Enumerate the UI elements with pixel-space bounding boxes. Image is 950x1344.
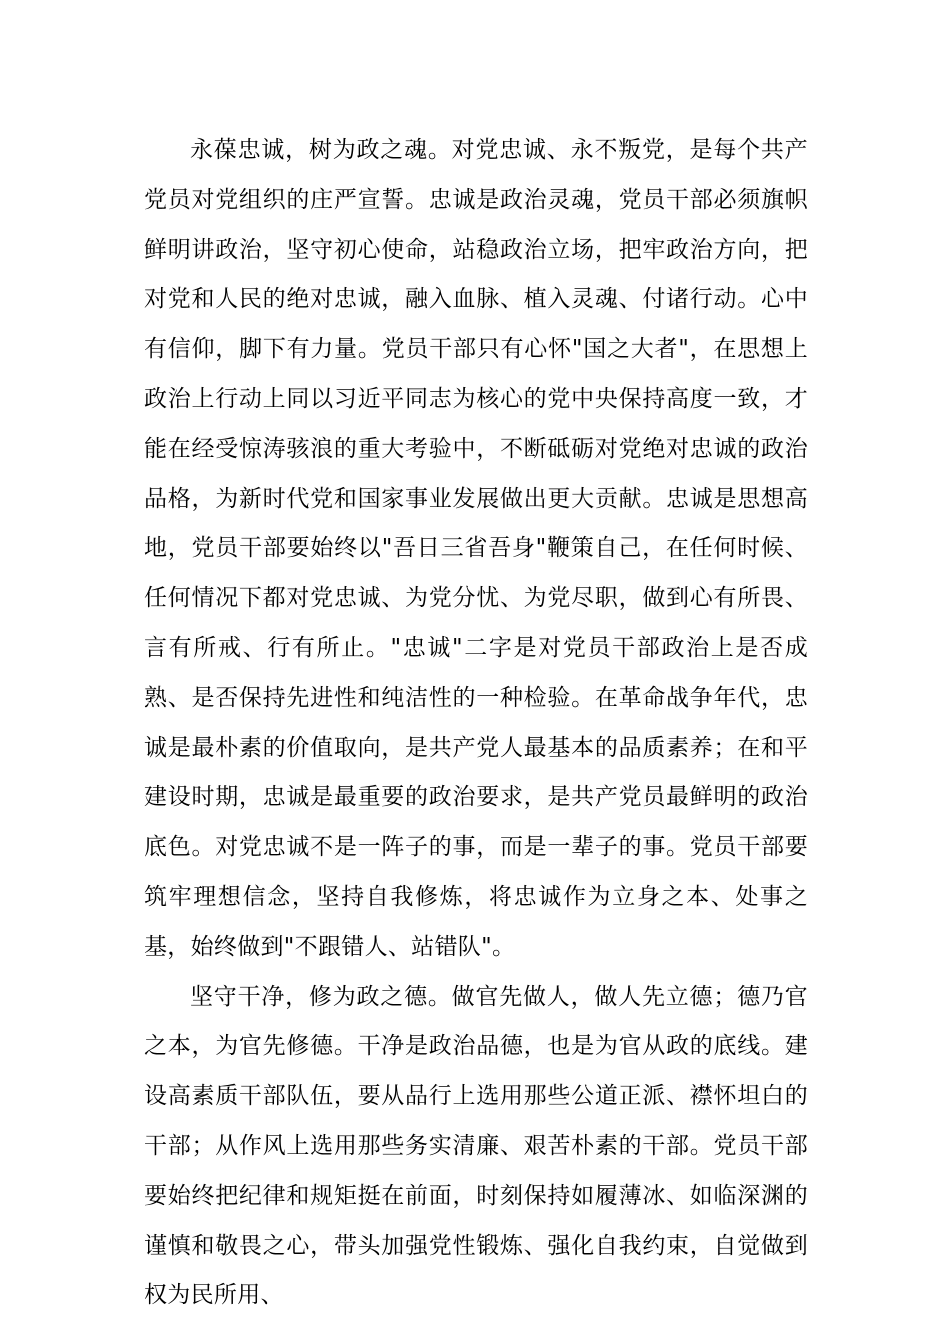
paragraph-loyalty: 永葆忠诚，树为政之魂。对党忠诚、永不叛党，是每个共产党员对党组织的庄严宣誓。忠诚是政治灵魂，党员干部必须旗帜鲜明讲政治，坚守初心使命，站稳政治立场，把牢政治方向，把对党和人民的绝对忠诚，融入血脉、植入灵魂、付诸行动。心中有信仰，脚下有力量。党员干部只有心怀"国之大者"，在思想上政治上行动上同以习近平同志为核心的党中央保持高度一致，才能在经受惊涛骇浪的重大考验中，不断砥砺对党绝对忠诚的政治品格，为新时代党和国家事业发展做出更大贡献。忠诚是思想高地，党员干部要始终以"吾日三省吾身"鞭策自己，在任何时候、任何情况下都对党忠诚、为党分忧、为党尽职，做到心有所畏、言有所戒、行有所止。"忠诚"二字是对党员干部政治上是否成熟、是否保持先进性和纯洁性的一种检验。在革命战争年代，忠诚是最朴素的价值取向，是共产党人最基本的品质素养；在和平建设时期，忠诚是最重要的政治要求，是共产党员最鲜明的政治底色。对党忠诚不是一阵子的事，而是一辈子的事。党员干部要筑牢理想信念，坚持自我修炼，将忠诚作为立身之本、处事之基，始终做到"不跟错人、站错队"。	[144, 137, 808, 960]
document-body	[144, 126, 808, 1321]
paragraph-integrity: 坚守干净，修为政之德。做官先做人，做人先立德；德乃官之本，为官先修德。干净是政治品德，也是为官从政的底线。建设高素质干部队伍，要从品行上选用那些公道正派、襟怀坦白的干部；从作风上选用那些务实清廉、艰苦朴素的干部。党员干部要始终把纪律和规矩挺在前面，时刻保持如履薄冰、如临深渊的谨慎和敬畏之心，带头加强党性锻炼、强化自我约束，自觉做到权为民所用、	[144, 983, 808, 1309]
